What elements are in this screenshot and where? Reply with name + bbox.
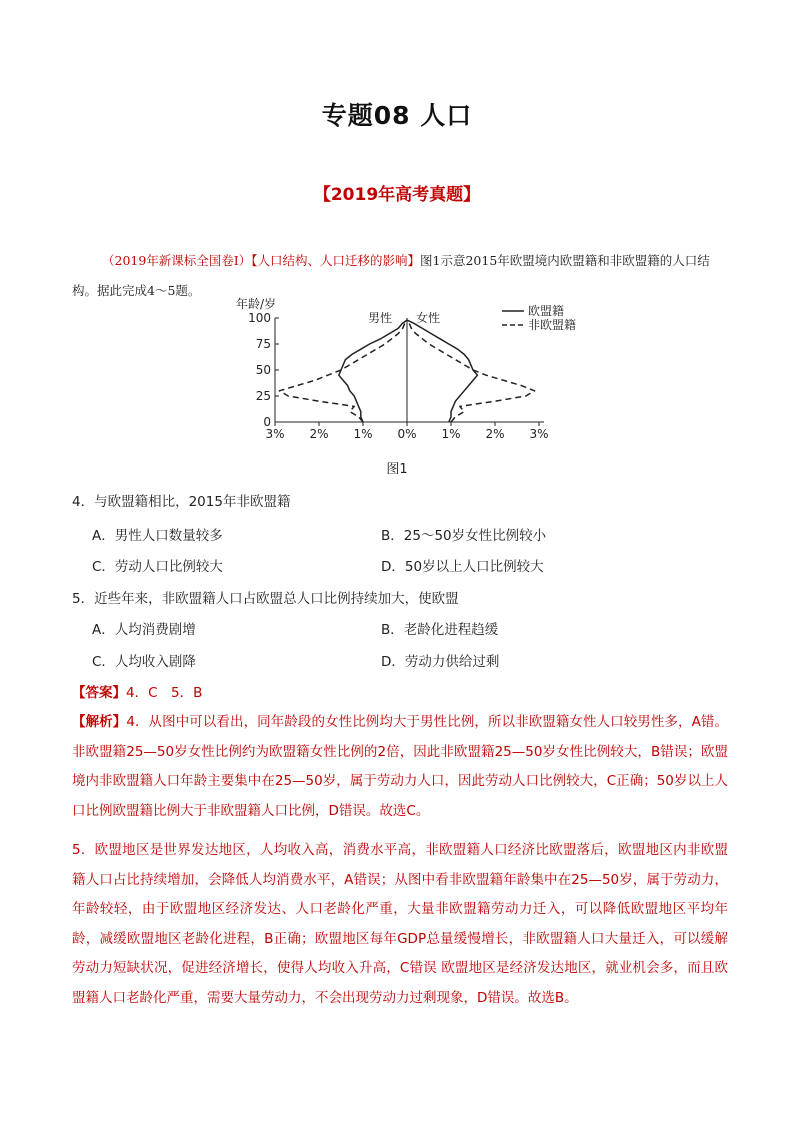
section-heading: 【2019年高考真题】 — [313, 185, 481, 205]
q4-stem: 4．与欧盟籍相比，2015年非欧盟籍 — [72, 494, 291, 510]
series-line-2 — [279, 320, 407, 422]
y-tick-label: 0 — [263, 415, 271, 429]
page-title: 专题08 人口 — [321, 101, 473, 130]
analysis-q4-text: 4．从图中可以看出，同年龄段的女性比例均大于男性比例，所以非欧盟籍女性人口较男性多，A错。非欧盟籍25—50岁女性比例约为欧盟籍女性比例的2倍，因此非欧盟籍25—50岁女性比例较大，B错误；欧盟境内非欧盟籍人口年龄主要集中在25—50岁，属于劳动力人口，因此劳动人口比例较大，C正确；50岁以上人口比例欧盟籍比例大于非欧盟籍人口比例，D错误。故选C。 — [72, 714, 729, 819]
x-tick-label: 2% — [485, 427, 505, 441]
analysis-q4 — [72, 708, 728, 826]
legend-eu: 欧盟籍 — [528, 304, 565, 318]
y-tick-label: 50 — [255, 363, 271, 377]
y-axis-label: 年龄/岁 — [236, 297, 277, 311]
q5-option-c: C．人均收入剧降 — [92, 654, 196, 670]
y-tick-label: 75 — [255, 337, 271, 351]
q5-option-d: D．劳动力供给过剩 — [381, 654, 500, 670]
x-tick-label: 3% — [265, 427, 285, 441]
answer-label: 【答案】 — [72, 685, 126, 701]
q5-option-a: A．人均消费剧增 — [92, 622, 196, 638]
question-tag: 【人口结构、人口迁移的影响】 — [251, 253, 421, 268]
figure-caption: 图1 — [386, 462, 408, 477]
x-tick-label: 0% — [397, 427, 417, 441]
intro-text: 图1示意2015年欧盟境内欧盟籍和非欧盟籍的人口结构。据此完成4～5题。 — [72, 253, 710, 298]
female-label: 女性 — [416, 311, 441, 325]
analysis-q5 — [72, 836, 728, 1013]
answer-line — [72, 681, 202, 701]
y-tick-label: 100 — [248, 311, 271, 325]
q4-option-c: C．劳动人口比例较大 — [92, 559, 223, 575]
male-label: 男性 — [368, 311, 393, 325]
analysis-q5-text: 5．欧盟地区是世界发达地区，人均收入高，消费水平高，非欧盟籍人口经济比欧盟落后，欧盟地区内非欧盟籍人口占比持续增加，会降低人均消费水平，A错误；从图中看非欧盟籍年龄集中在25—50岁，属于劳动力，年龄较轻，由于欧盟地区经济发达、人口老龄化严重，大量非欧盟籍劳动力迁入，可以降低欧盟地区平均年龄，减缓欧盟地区老龄化进程，B正确；欧盟地区每年GDP总量缓慢增长，非欧盟籍人口大量迁入，可以缓解劳动力短缺状况，促进经济增长，使得人均收入升高，C错误 欧盟地区是经济发达地区，就业机会多，而且欧盟籍人口老龄化严重，需要大量劳动力，不会出现劳动力过剩现象，D错误。故选B。 — [72, 842, 728, 1006]
q5-option-b: B．老龄化进程趋缓 — [381, 622, 499, 638]
x-tick-label: 3% — [529, 427, 549, 441]
analysis-label: 【解析】 — [72, 714, 127, 730]
q5-stem: 5．近些年来，非欧盟籍人口占欧盟总人口比例持续加大，使欧盟 — [72, 591, 459, 607]
series-line-3 — [407, 320, 535, 422]
q4-option-a: A．男性人口数量较多 — [92, 528, 223, 544]
answer-text: 4．C 5．B — [126, 685, 203, 701]
x-tick-label: 1% — [441, 427, 461, 441]
q4-option-d: D．50岁以上人口比例较大 — [381, 559, 544, 575]
question-source: （2019年新课标全国卷Ⅰ） — [102, 253, 252, 268]
y-tick-label: 25 — [255, 389, 271, 403]
legend-non-eu: 非欧盟籍 — [528, 318, 577, 332]
q4-option-b: B．25～50岁女性比例较小 — [381, 528, 547, 544]
population-pyramid-chart — [236, 294, 577, 444]
x-tick-label: 1% — [353, 427, 373, 441]
x-tick-label: 2% — [309, 427, 329, 441]
